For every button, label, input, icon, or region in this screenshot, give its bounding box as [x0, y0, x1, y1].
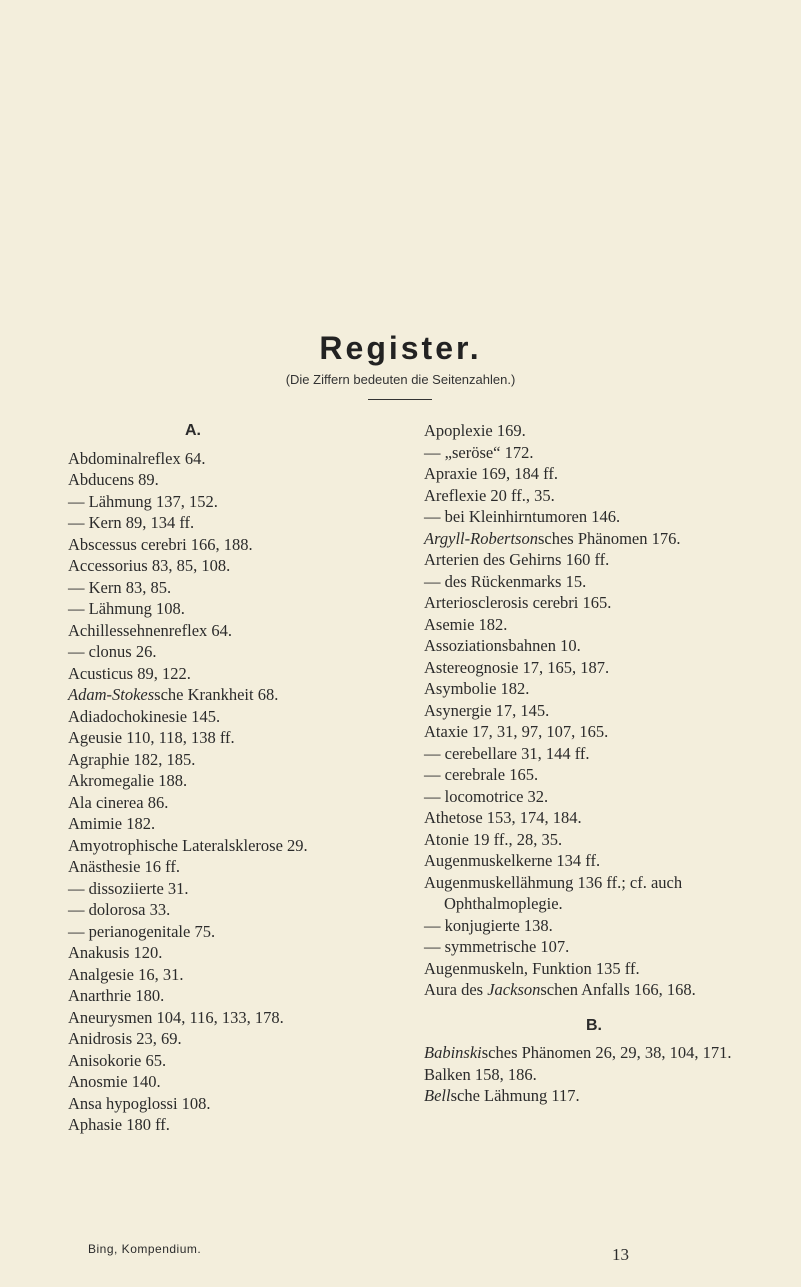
index-entry: Ageusie 110, 118, 138 ff. — [68, 728, 235, 747]
index-entry: Augenmuskeln, Funktion 135 ff. — [424, 958, 640, 978]
index-entry: — Lähmung 108. — [68, 599, 185, 618]
index-entry: Augenmuskelkerne 134 ff. — [424, 851, 601, 870]
index-entry: Anarthrie 180. — [68, 986, 165, 1005]
title-divider — [368, 399, 432, 400]
index-entry: Amimie 182. — [68, 814, 156, 833]
index-entry: Accessorius 83, 85, 108. — [68, 556, 231, 575]
index-entry: Ataxie 17, 31, 97, 107, 165. — [424, 722, 609, 741]
index-entry: Agraphie 182, 185. — [68, 749, 196, 769]
section-heading-a: A. — [185, 422, 201, 439]
index-entry: Anosmie 140. — [68, 1072, 161, 1091]
index-entry: — Lähmung 137, 152. — [68, 491, 218, 511]
index-entry: Asemie 182. — [424, 614, 508, 634]
index-entry: Asymbolie 182. — [424, 679, 530, 698]
index-entry: Amyotrophische Lateralsklerose 29. — [68, 835, 308, 855]
index-entry: Arterien des Gehirns 160 ff. — [424, 550, 610, 569]
index-entry-aura — [424, 979, 764, 1001]
page-subtitle: (Die Ziffern bedeuten die Seitenzahlen.) — [285, 372, 516, 387]
left-column — [68, 420, 398, 1136]
index-entry: — clonus 26. — [68, 642, 157, 661]
entry-text: sche Krankheit 68. — [154, 685, 279, 704]
entry-text: sches Phänomen 176. — [537, 528, 681, 548]
index-entry: Ala cinerea 86. — [68, 792, 169, 812]
index-entry: Apraxie 169, 184 ff. — [424, 464, 558, 483]
index-entry: Assoziationsbahnen 10. — [424, 636, 581, 655]
index-entry: — perianogenitale 75. — [68, 921, 216, 941]
entry-text: Aura des — [424, 980, 488, 999]
page-title: Register. — [319, 330, 482, 366]
index-entry: Aneurysmen 104, 116, 133, 178. — [68, 1007, 284, 1027]
person-name: Jackson — [487, 980, 541, 999]
index-entry: Analgesie 16, 31. — [68, 964, 184, 984]
person-name: Bell — [424, 1086, 451, 1105]
entry-text: schen Anfalls 166, 168. — [540, 980, 696, 999]
index-entry: — cerebellare 31, 144 ff. — [424, 743, 590, 763]
index-entry: Anakusis 120. — [68, 943, 163, 962]
index-entry: Akromegalie 188. — [68, 771, 188, 790]
signature-mark: Bing, Kompendium. — [88, 1242, 202, 1256]
index-entry: Areflexie 20 ff., 35. — [424, 485, 555, 505]
index-entry: — dolorosa 33. — [68, 900, 171, 919]
section-heading-b: B. — [586, 1016, 602, 1034]
entry-text: sche Lähmung 117. — [450, 1086, 580, 1105]
index-entry-argyll-robertson — [424, 528, 764, 550]
person-name: Babinski — [424, 1043, 482, 1062]
index-entry: — bei Kleinhirntumoren 146. — [424, 507, 621, 526]
index-entry-adam-stokes — [68, 684, 398, 706]
index-entry: Abducens 89. — [68, 470, 159, 489]
index-entry: Acusticus 89, 122. — [68, 663, 191, 683]
index-entry: — symmetrische 107. — [424, 937, 570, 956]
index-entry: — Kern 89, 134 ff. — [68, 513, 195, 532]
index-entry: Astereognosie 17, 165, 187. — [424, 657, 610, 677]
index-entry: Arteriosclerosis cerebri 165. — [424, 593, 612, 612]
index-entry: Balken 158, 186. — [424, 1064, 537, 1084]
index-entry: — locomotrice 32. — [424, 786, 549, 806]
index-entry: Athetose 153, 174, 184. — [424, 808, 582, 827]
index-entry: — „seröse“ 172. — [424, 442, 534, 462]
person-name: Argyll-Robertson — [424, 528, 538, 548]
index-entry: — dissoziierte 31. — [68, 878, 189, 898]
index-entry: Adiadochokinesie 145. — [68, 706, 221, 726]
index-entry-babinski — [424, 1042, 764, 1064]
index-entry: Abdominalreflex 64. — [68, 448, 206, 468]
index-entry: Asynergie 17, 145. — [424, 700, 550, 720]
index-entry: Abscessus cerebri 166, 188. — [68, 534, 253, 554]
index-entry: Ansa hypoglossi 108. — [68, 1093, 211, 1113]
index-entry: Anästhesie 16 ff. — [68, 857, 180, 876]
index-entry: Atonie 19 ff., 28, 35. — [424, 829, 563, 849]
right-column — [424, 420, 764, 1107]
index-entry: Achillessehnenreflex 64. — [68, 620, 233, 640]
index-entry: Anisokorie 65. — [68, 1050, 167, 1070]
page-number: 13 — [612, 1245, 629, 1264]
entry-text: sches Phänomen 26, 29, 38, 104, 171. — [481, 1043, 732, 1062]
index-entry: Augenmuskellähmung 136 ff.; cf. auch Ophthalmoplegie. — [424, 872, 683, 913]
index-entry: Aphasie 180 ff. — [68, 1115, 170, 1134]
index-entry: — Kern 83, 85. — [68, 577, 172, 597]
index-entry: Apoplexie 169. — [424, 421, 526, 440]
index-entry: Anidrosis 23, 69. — [68, 1029, 182, 1048]
index-entry: — des Rückenmarks 15. — [424, 571, 587, 591]
person-name: Adam-Stokes — [68, 685, 155, 704]
index-entry-bell — [424, 1085, 764, 1107]
index-entry: — cerebrale 165. — [424, 765, 539, 784]
index-entry: — konjugierte 138. — [424, 915, 553, 935]
